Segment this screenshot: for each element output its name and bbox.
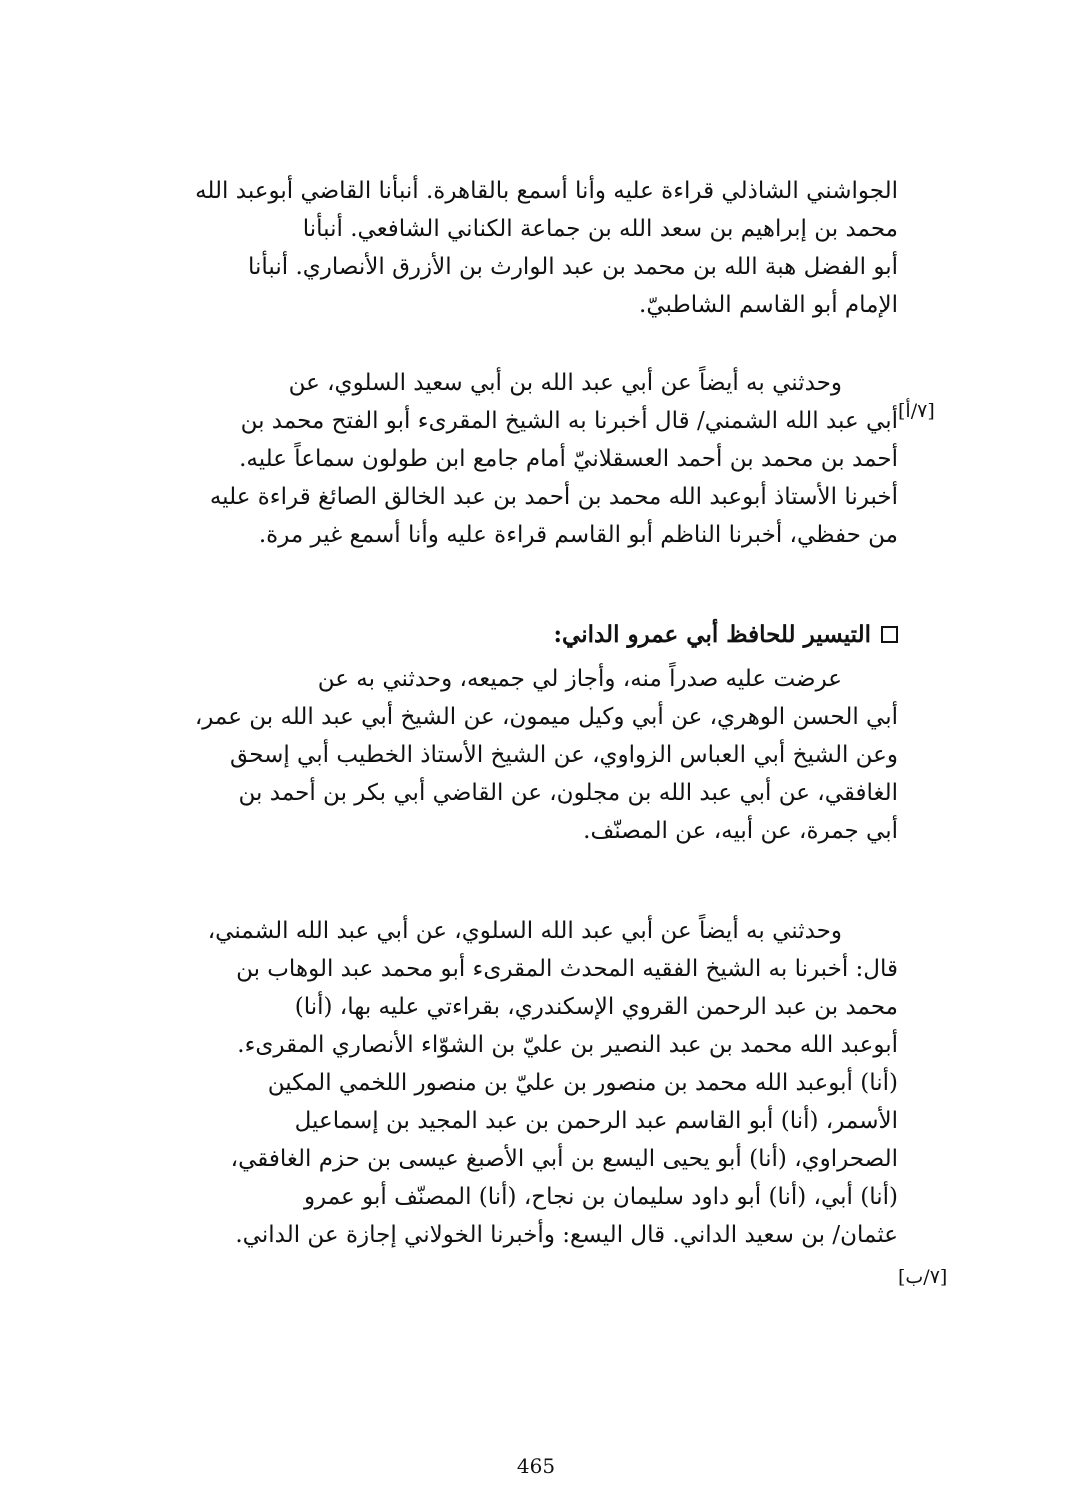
text-line: أحمد بن محمد بن أحمد العسقلانيّ أمام جامع ابن طولون سماعاً عليه. xyxy=(239,446,898,472)
text-line: محمد بن إبراهيم بن سعد الله بن جماعة الكناني الشافعي. أنبأنا xyxy=(302,216,898,242)
page-number: 465 xyxy=(516,1454,556,1478)
text-line: عثمان/ بن سعيد الداني. قال اليسع: وأخبرنا الخولاني إجازة عن الداني. xyxy=(235,1222,898,1248)
margin-folio-note: [٧/ب] xyxy=(898,1266,948,1288)
text-line: وحدثني به أيضاً عن أبي عبد الله بن أبي سعيد السلوي، عن xyxy=(288,370,842,396)
text-line: من حفظي، أخبرنا الناظم أبو القاسم قراءة عليه وأنا أسمع غير مرة. xyxy=(258,522,898,548)
text-line: محمد بن عبد الرحمن القروي الإسكندري، بقراءتي عليه بها، (أنا) xyxy=(294,994,898,1020)
text-line: (أنا) أبوعبد الله محمد بن منصور بن عليّ بن منصور اللخمي المكين xyxy=(267,1070,898,1096)
text-line: الغافقي، عن أبي عبد الله بن مجلون، عن القاضي أبي بكر بن أحمد بن xyxy=(238,780,898,806)
text-line: أبي جمرة، عن أبيه، عن المصنّف. xyxy=(583,818,898,844)
square-bullet-icon xyxy=(881,626,898,643)
section-heading xyxy=(178,618,898,652)
paragraph-4 xyxy=(178,912,898,1254)
text-line: قال: أخبرنا به الشيخ الفقيه المحدث المقرىء أبو محمد عبد الوهاب بن xyxy=(236,956,898,982)
text-line: الصحراوي، (أنا) أبو يحيى اليسع بن أبي الأصبغ عيسى بن حزم الغافقي، xyxy=(230,1146,898,1172)
text-line: أبوعبد الله محمد بن عبد النصير بن عليّ بن الشوّاء الأنصاري المقرىء. xyxy=(237,1032,898,1058)
text-line: أبي عبد الله الشمني/ قال أخبرنا به الشيخ المقرىء أبو الفتح محمد بن xyxy=(240,408,898,434)
text-line: أبو الفضل هبة الله بن محمد بن عبد الوارث بن الأزرق الأنصاري. أنبأنا xyxy=(248,254,898,280)
text-line: أخبرنا الأستاذ أبوعبد الله محمد بن أحمد بن عبد الخالق الصائغ قراءة عليه xyxy=(209,484,898,510)
text-line: الأسمر، (أنا) أبو القاسم عبد الرحمن بن عبد المجيد بن إسماعيل xyxy=(294,1108,898,1134)
paragraph-2 xyxy=(178,364,898,554)
heading-text: التيسير للحافظ أبي عمرو الداني: xyxy=(553,621,871,648)
paragraph-1 xyxy=(178,172,898,324)
text-line: أبي الحسن الوهري، عن أبي وكيل ميمون، عن الشيخ أبي عبد الله بن عمر، xyxy=(194,704,898,730)
text-line: وحدثني به أيضاً عن أبي عبد الله السلوي، عن أبي عبد الله الشمني، xyxy=(207,918,842,944)
text-line: الإمام أبو القاسم الشاطبيّ. xyxy=(639,292,898,318)
text-line: وعن الشيخ أبي العباس الزواوي، عن الشيخ الأستاذ الخطيب أبي إسحق xyxy=(230,742,898,768)
margin-folio-note: [٧/أ] xyxy=(898,400,935,422)
paragraph-3 xyxy=(178,660,898,850)
text-line: عرضت عليه صدراً منه، وأجاز لي جميعه، وحدثني به عن xyxy=(317,666,842,692)
text-line: الجواشني الشاذلي قراءة عليه وأنا أسمع بالقاهرة. أنبأنا القاضي أبوعبد الله xyxy=(195,178,898,204)
text-line: (أنا) أبي، (أنا) أبو داود سليمان بن نجاح، (أنا) المصنّف أبو عمرو xyxy=(303,1184,898,1210)
